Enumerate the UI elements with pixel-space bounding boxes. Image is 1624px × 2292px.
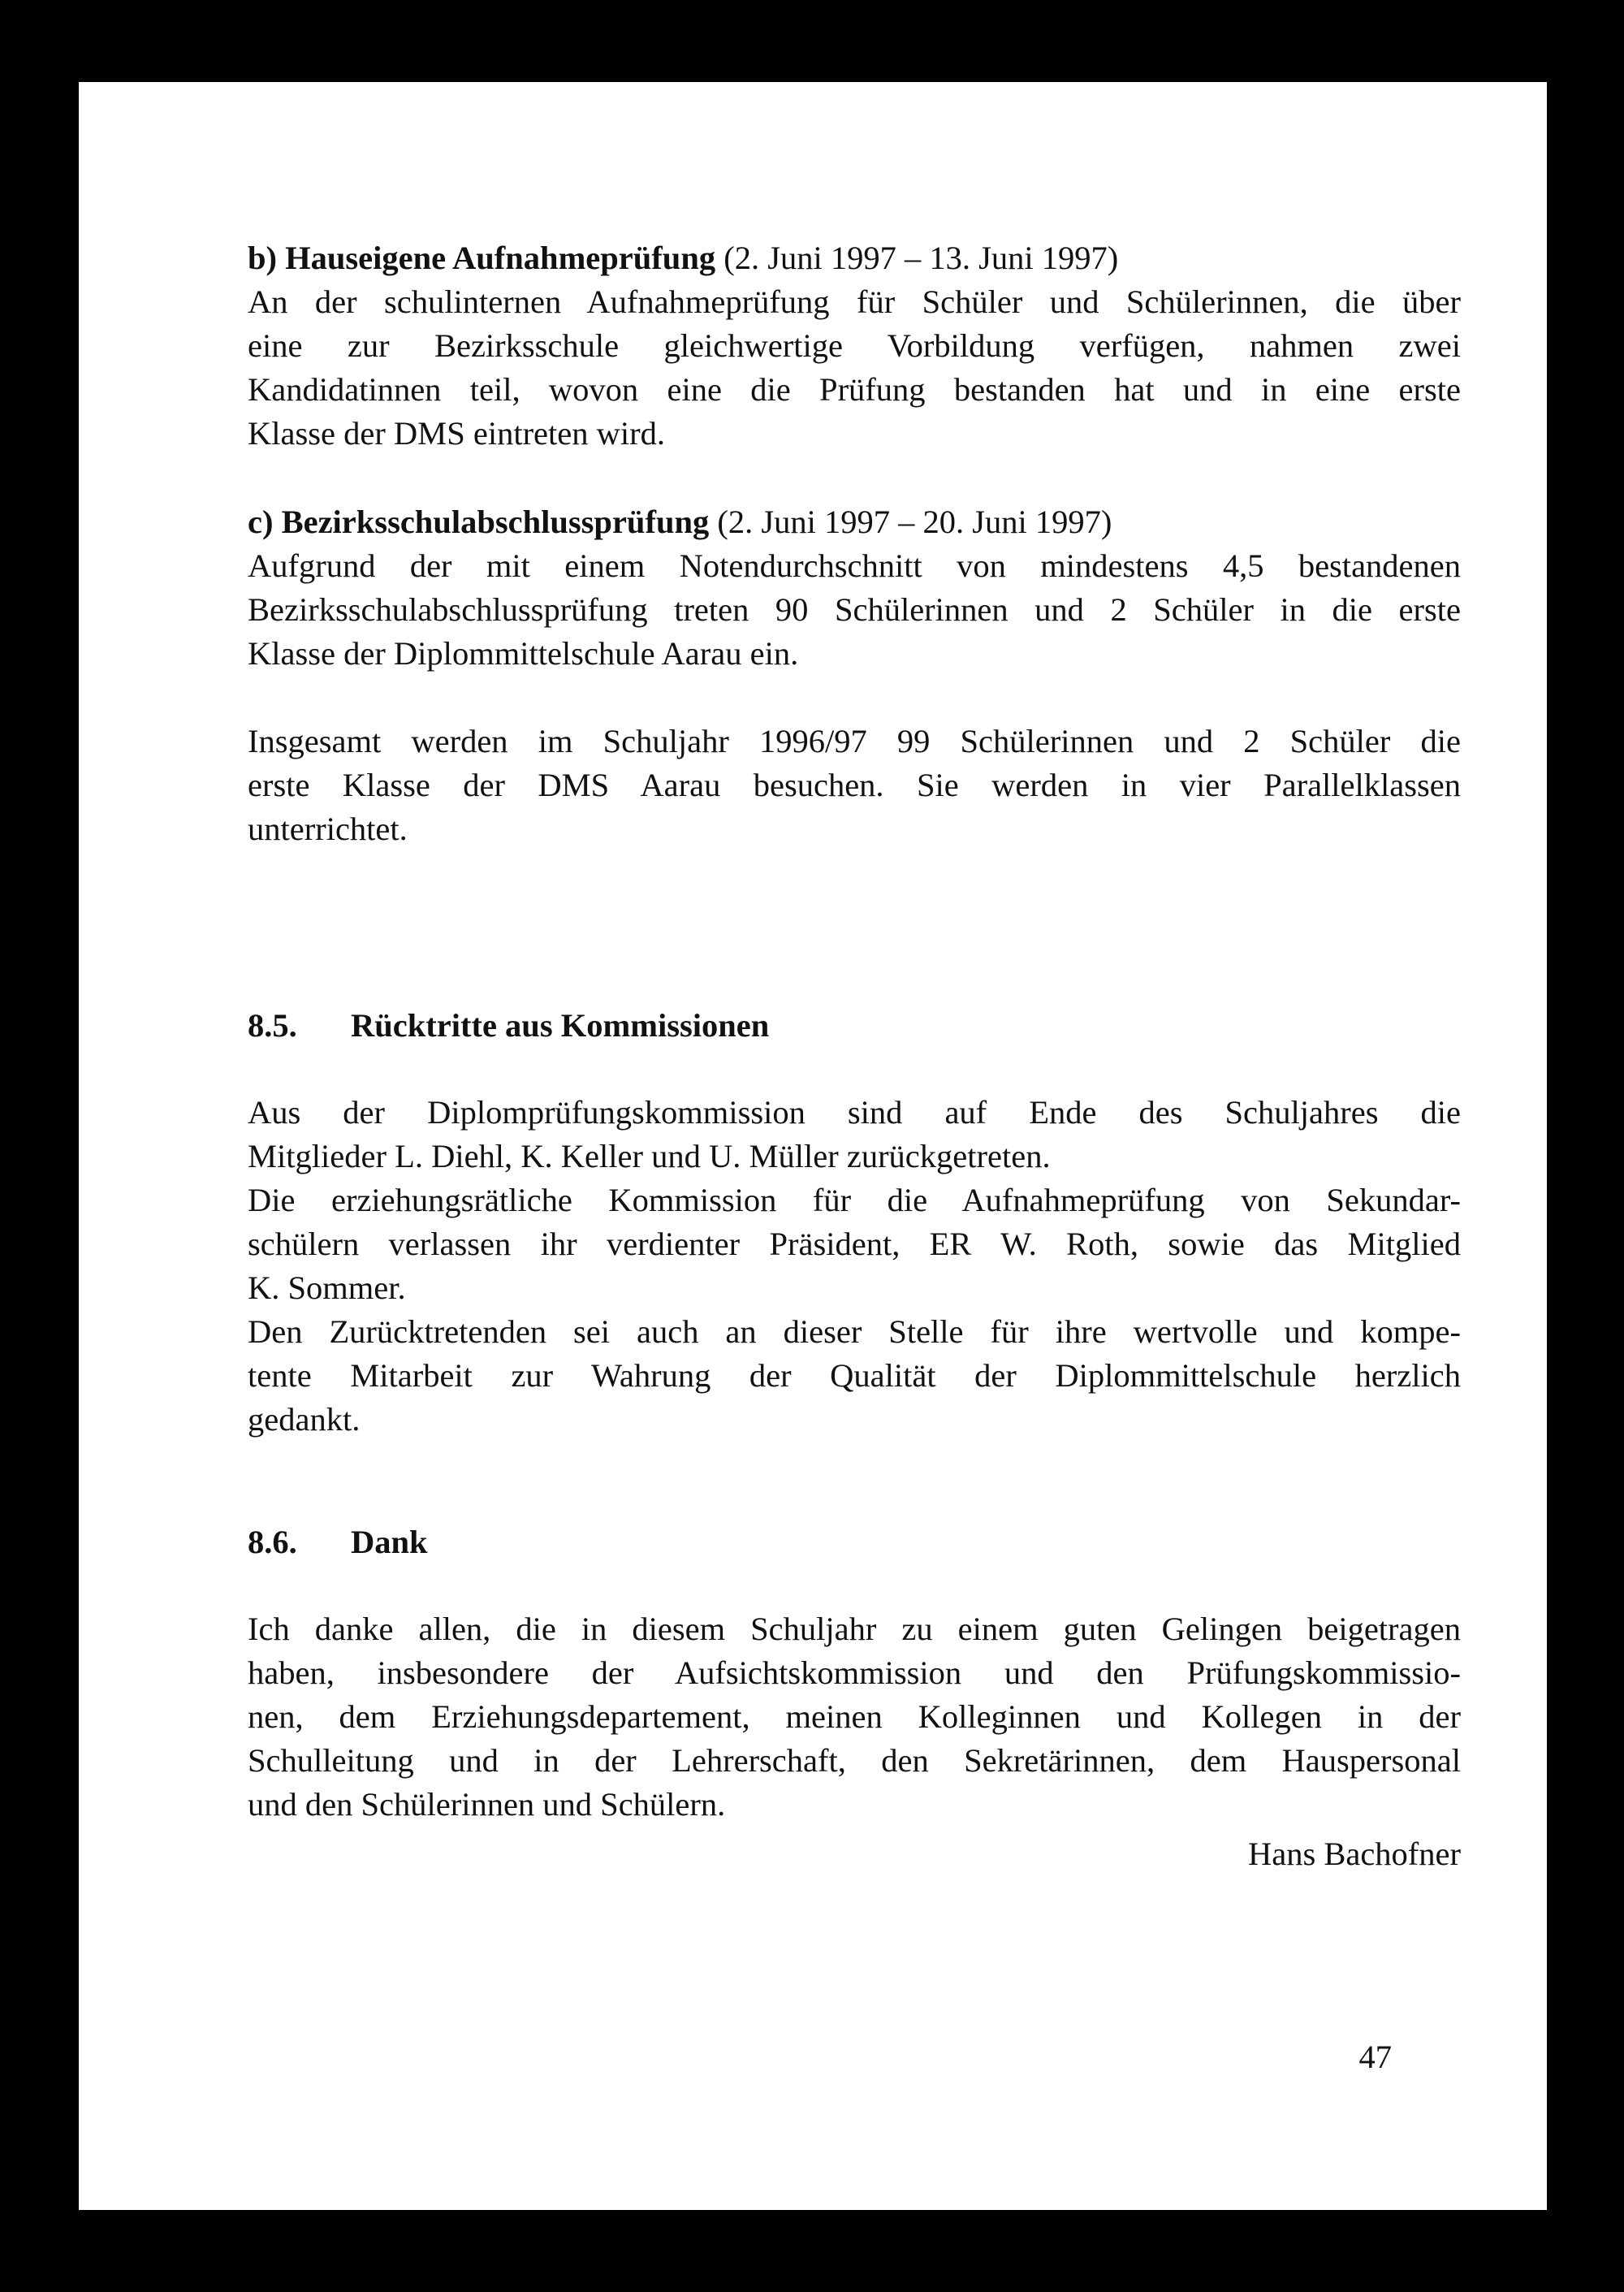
section-c-line: Aufgrund der mit einem Notendurchschnitt von mindestens 4,5 bestandenen — [248, 547, 1461, 584]
section-86-body — [248, 1607, 1461, 1827]
section-c — [248, 500, 1461, 676]
section-85-heading — [248, 1004, 769, 1048]
section-86-line: und den Schülerinnen und Schülern. — [248, 1786, 726, 1823]
page-number: 47 — [1358, 2039, 1392, 2075]
section-85-line: Mitglieder L. Diehl, K. Keller und U. Müller zurückgetreten. — [248, 1138, 1051, 1174]
summary-line: Insgesamt werden im Schuljahr 1996/97 99 Schülerinnen und 2 Schüler die — [248, 723, 1461, 759]
section-85-line: schülern verlassen ihr verdienter Präsident, ER W. Roth, sowie das Mitglied — [248, 1226, 1461, 1262]
section-86-line: haben, insbesondere der Aufsichtskommission und den Prüfungskommissio- — [248, 1654, 1461, 1691]
section-85-number: 8.5. — [248, 1007, 297, 1044]
section-b-line: eine zur Bezirksschule gleichwertige Vorbildung verfügen, nahmen zwei — [248, 327, 1461, 364]
section-85-line: Den Zurücktretenden sei auch an dieser Stelle für ihre wertvolle und kompe- — [248, 1313, 1461, 1350]
section-85-line: Die erziehungsrätliche Kommission für die Aufnahmeprüfung von Sekundar- — [248, 1182, 1461, 1218]
section-b — [248, 236, 1461, 456]
section-86-number: 8.6. — [248, 1524, 297, 1560]
section-b-dates: (2. Juni 1997 – 13. Juni 1997) — [715, 240, 1119, 276]
section-c-title: c) Bezirksschulabschlussprüfung — [248, 504, 710, 540]
section-c-heading — [248, 500, 1461, 544]
section-85-line: Aus der Diplomprüfungskommission sind auf Ende des Schuljahres die — [248, 1094, 1461, 1131]
section-86-heading — [248, 1520, 428, 1564]
section-b-line: Kandidatinnen teil, wovon eine die Prüfung bestanden hat und in eine erste — [248, 371, 1461, 408]
section-b-line: Klasse der DMS eintreten wird. — [248, 415, 666, 452]
summary-paragraph — [248, 720, 1461, 851]
section-86-line: Schulleitung und in der Lehrerschaft, den Sekretärinnen, dem Hauspersonal — [248, 1742, 1461, 1779]
section-b-title: b) Hauseigene Aufnahmeprüfung — [248, 240, 716, 276]
section-85-body — [248, 1091, 1461, 1442]
section-c-line: Klasse der Diplommittelschule Aarau ein. — [248, 635, 799, 672]
section-b-heading — [248, 236, 1461, 280]
section-85-line: gedankt. — [248, 1401, 361, 1438]
section-c-dates: (2. Juni 1997 – 20. Juni 1997) — [709, 504, 1112, 540]
section-85-title: Rücktritte aus Kommissionen — [351, 1007, 770, 1044]
signature-name: Hans Bachofner — [1247, 1836, 1461, 1872]
section-85-line: K. Sommer. — [248, 1269, 406, 1306]
section-b-line: An der schulinternen Aufnahmeprüfung für Schüler und Schülerinnen, die über — [248, 283, 1461, 320]
section-85-line: tente Mitarbeit zur Wahrung der Qualität der Diplommittelschule herzlich — [248, 1357, 1461, 1394]
section-c-line: Bezirksschulabschlussprüfung treten 90 Schülerinnen und 2 Schüler in die erste — [248, 591, 1461, 628]
section-86-title: Dank — [351, 1524, 428, 1560]
section-86-line: nen, dem Erziehungsdepartement, meinen Kolleginnen und Kollegen in der — [248, 1698, 1461, 1735]
summary-line: erste Klasse der DMS Aarau besuchen. Sie werden in vier Parallelklassen — [248, 767, 1461, 803]
section-86-line: Ich danke allen, die in diesem Schuljahr zu einem guten Gelingen beigetragen — [248, 1611, 1461, 1647]
summary-line: unterrichtet. — [248, 811, 408, 847]
document-page — [79, 82, 1547, 2210]
